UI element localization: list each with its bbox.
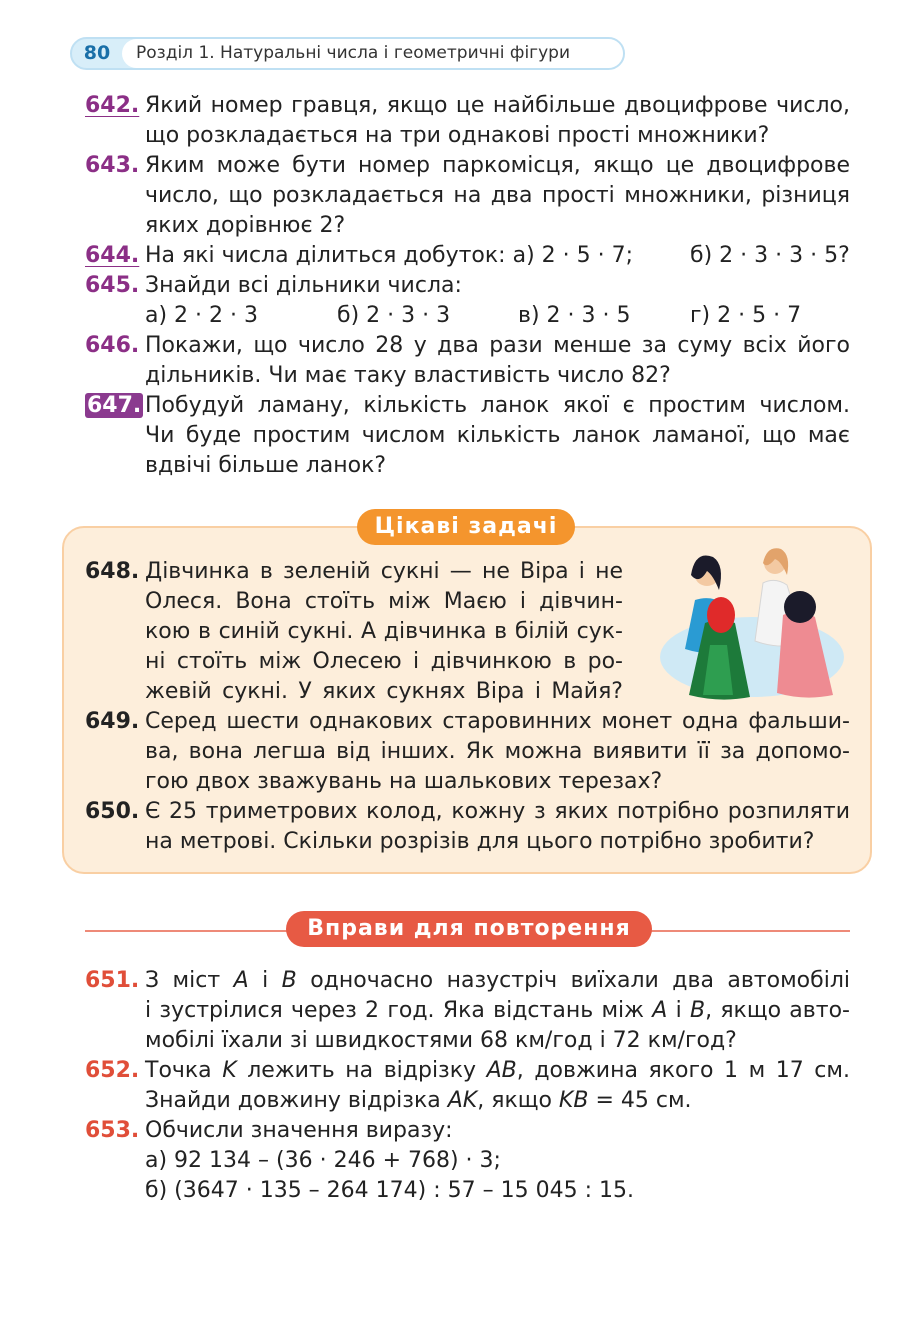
problem-642-line-2: що розкладається на три однакові прості множники?	[145, 123, 770, 148]
problem-number-649: 649.	[85, 709, 140, 734]
problem-number-642: 642.	[85, 93, 140, 118]
problem-644-text: На які числа ділиться добуток: а) 2 · 5 · 7;	[145, 243, 634, 268]
problem-number-651: 651.	[85, 968, 140, 993]
problem-645-d: г) 2 · 5 · 7	[690, 303, 802, 328]
problem-649-line-1: Серед шести однакових старовинних монет одна фальши-	[145, 709, 850, 734]
problem-number-646: 646.	[85, 333, 140, 358]
problem-648-line-1: Дівчинка в зеленій сукні — не Віра і не	[145, 559, 623, 584]
problem-648-line-3: кою в синій сукні. А дівчинка в білій сук-	[145, 619, 623, 644]
problem-649-line-3: гою двох зважувань на шалькових терезах?	[145, 769, 663, 794]
review-section-title: Вправи для повторення	[286, 911, 652, 947]
problem-644-b: б) 2 · 3 · 3 · 5?	[690, 243, 850, 268]
problem-number-648: 648.	[85, 559, 140, 584]
problem-653-b: б) (3647 · 135 – 264 174) : 57 – 15 045 : 15.	[145, 1178, 634, 1203]
interesting-problems-title: Цікаві задачі	[357, 509, 575, 545]
review-divider-left	[85, 930, 290, 932]
problem-643-line-1: Яким може бути номер паркомісця, якщо це двоцифрове	[145, 153, 850, 178]
problem-653-text: Обчисли значення виразу:	[145, 1118, 453, 1143]
problem-647-badge: 647.	[87, 393, 142, 418]
problem-643-line-3: яких дорівнює 2?	[145, 213, 346, 238]
problem-number-650: 650.	[85, 799, 140, 824]
problem-number-647	[85, 391, 143, 421]
problem-645-b: б) 2 · 3 · 3	[337, 303, 451, 328]
problem-648-line-4: ні стоїть між Олесею і дівчинкою в ро-	[145, 649, 623, 674]
review-divider-right	[648, 930, 850, 932]
problem-646-line-2: дільників. Чи має таку властивість число 82?	[145, 363, 671, 388]
problem-650-line-1: Є 25 триметрових колод, кожну з яких потрібно розпиляти	[145, 799, 850, 824]
problem-651-line-1: З міст А і В одночасно назустріч виїхали два автомобілі	[145, 968, 850, 993]
chapter-title: Розділ 1. Натуральні числа і геометричні фігури	[122, 39, 623, 68]
problem-646-line-1: Покажи, що число 28 у два рази менше за суму всіх його	[145, 333, 850, 358]
problem-number-652: 652.	[85, 1058, 140, 1083]
problem-648-line-2: Олеся. Вона стоїть між Маєю і дівчин-	[145, 589, 623, 614]
problem-648-line-5: жевій сукні. У яких сукнях Віра і Майя?	[145, 679, 623, 704]
problem-647-line-1: Побудуй ламану, кількість ланок якої є простим числом.	[145, 393, 850, 418]
problem-number-653: 653.	[85, 1118, 140, 1143]
page-header	[70, 37, 625, 70]
problem-number-643: 643.	[85, 153, 140, 178]
problem-645-text: Знайди всі дільники числа:	[145, 273, 462, 298]
problem-651-line-3: мобілі їхали зі швидкостями 68 км/год і 72 км/год?	[145, 1028, 737, 1053]
problem-number-644: 644.	[85, 243, 140, 268]
page-number: 80	[83, 42, 111, 64]
problem-652-line-2: Знайди довжину відрізка AK, якщо KB = 45 см.	[145, 1088, 692, 1113]
problem-number-645: 645.	[85, 273, 140, 298]
problem-642-line-1: Який номер гравця, якщо це найбільше двоцифрове число,	[145, 93, 850, 118]
problem-643-line-2: число, що розкладається на два прості множники, різниця	[145, 183, 850, 208]
problem-651-line-2: і зустрілися через 2 год. Яка відстань між А і В, якщо авто-	[145, 998, 850, 1023]
problem-652-line-1: Точка K лежить на відрізку AB, довжина якого 1 м 17 см.	[145, 1058, 850, 1083]
problem-647-line-3: вдвічі більше ланок?	[145, 453, 387, 478]
problem-653-a: а) 92 134 – (36 · 246 + 768) · 3;	[145, 1148, 501, 1173]
problem-649-line-2: ва, вона легша від інших. Як можна виявити її за допомо-	[145, 739, 850, 764]
problem-650-line-2: на метрові. Скільки розрізів для цього потрібно зробити?	[145, 829, 815, 854]
girls-illustration	[655, 545, 850, 705]
problem-645-a: а) 2 · 2 · 3	[145, 303, 259, 328]
problem-645-c: в) 2 · 3 · 5	[518, 303, 631, 328]
problem-647-line-2: Чи буде простим числом кількість ланок ламаної, що має	[145, 423, 850, 448]
